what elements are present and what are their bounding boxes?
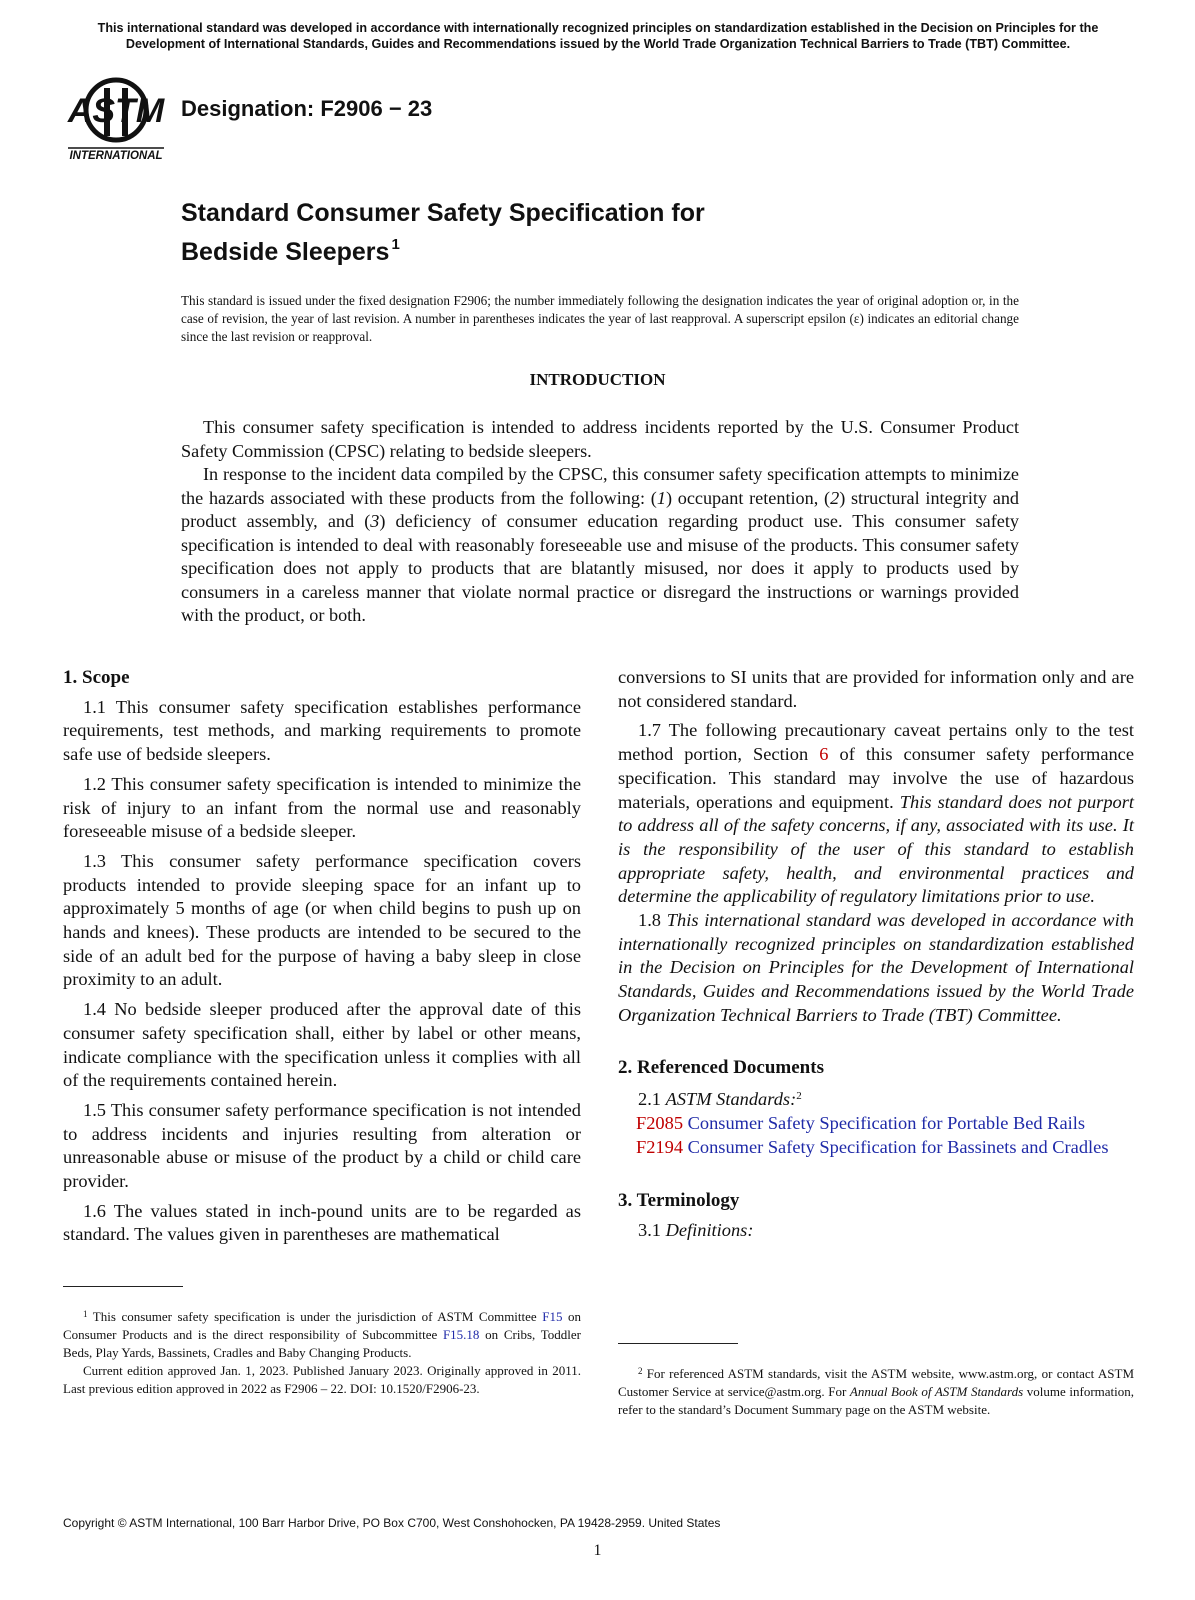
footnote-1-edition: Current edition approved Jan. 1, 2023. Published January 2023. Originally approved in 2011. Last previous edition approved in 2022 as F2906 – 22. DOI: 10.1520/F2906-23. [63,1363,581,1396]
section-1-5: 1.5 This consumer safety performance specification is not intended to address incidents and injuries resulting from alteration or unreasonable abuse or misuse of the product by a child or child care provider. [63,1099,581,1192]
section-1-7: 1.7 The following precautionary caveat pertains only to the test method portion, Section 6 of this consumer safety performance specification. This standard may involve the use of hazardous materials, operations and equipment. This standard does not purport to address all of the safety concerns, if any, associated with its use. It is the responsibility of the user of this standard to establish appropriate safety, health, and environmental practices and determine the applicability of regulatory limitations prior to use. [618,720,1134,907]
introduction-heading: INTRODUCTION [529,370,666,389]
referenced-documents-heading: 2. Referenced Documents [618,1056,824,1078]
left-column [63,666,581,1253]
scope-heading: 1. Scope [63,667,130,688]
section-1-2: 1.2 This consumer safety specification is intended to minimize the risk of injury to an infant from the normal use and reasonably foreseeable misuse of a bedside sleeper. [63,773,581,842]
title-footnote-mark: 1 [391,236,400,253]
footnote-rule-right [618,1343,738,1344]
title-line-2: Bedside Sleepers $^1$ [181,236,400,266]
issue-note: This standard is issued under the fixed designation F2906; the number immediately following the designation indicates the year of original adoption or, in the case of revision, the year of last revision. A number in parentheses indicates the year of last reapproval. A superscript epsilon (ε) indicates an editorial change since the last revision or reapproval. [181,293,1019,344]
logo-subtext: INTERNATIONAL [69,150,163,162]
document-title [181,197,705,268]
section-1-4: 1.4 No bedside sleeper produced after the approval date of this consumer safety specification shall, either by label or other means, indicate compliance with the specification unless it complies with all of the requirements contained herein. [63,999,581,1091]
introduction-body [181,416,1019,628]
reference-f2194[interactable]: F2194 Consumer Safety Specification for Bassinets and Cradles [636,1136,1109,1157]
reference-f2085[interactable]: F2085 Consumer Safety Specification for Portable Bed Rails [636,1112,1085,1133]
footnote-2 [618,1362,1134,1419]
committee-f15-link[interactable]: F15 [542,1309,563,1324]
footnote-2-text: $^2$ For referenced ASTM standards, visit the ASTM website, www.astm.org, or contact ASTM Customer Service at service@astm.org. For Annual Book of ASTM Standards volume information, refer to the standard’s Document Summary page on the ASTM website. [618,1366,1135,1417]
astm-logo [64,70,168,166]
top-notice: This international standard was developed in accordance with internationally recognized principles on standardization established in the Decision on Principles for the Development of International Standards, Guides and Recommendations issued by the World Trade Organization Technical Barriers to Trade (TBT) Committee. [97,21,1099,51]
title-line-1: Standard Consumer Safety Specification for [181,199,705,227]
section-2-1: 2.1 ASTM Standards:$^2$ [638,1089,802,1110]
section-3-1: 3.1 Definitions: [638,1220,754,1241]
terminology-heading: 3. Terminology [618,1190,740,1212]
section-1-1: 1.1 This consumer safety specification establishes performance requirements, test methods, and marking requirements to promote safe use of bedside sleepers. [63,696,581,765]
footnote-1-text: $^1$ This consumer safety specification is under the jurisdiction of ASTM Committee F15 on Consumer Products and is the direct responsibility of Subcommittee F15.18 on Cribs, Toddler Beds, Play Yards, Bassinets, Cradles and Baby Changing Products. [63,1309,581,1360]
section-6-link[interactable]: 6 [819,744,829,765]
page-number: 1 [593,1542,602,1559]
footnote-2-mark: 2 [796,1090,802,1103]
section-1-8: 1.8 This international standard was developed in accordance with internationally recognized principles on standardization established in the Decision on Principles for the Development of International Standards, Guides and Recommendations issued by the World Trade Organization Technical Barriers to Trade (TBT) Committee. [618,910,1134,1025]
designation: Designation: F2906 − 23 [181,96,433,121]
footnote-1 [63,1305,581,1398]
copyright-notice: Copyright © ASTM International, 100 Barr Harbor Drive, PO Box C700, West Conshohocken, PA 19428-2959. United States [63,1516,721,1530]
section-1-6-continued: conversions to SI units that are provided for information only and are not considered standard. [618,667,1134,711]
right-column [618,666,1134,1243]
subcommittee-f15-18-link[interactable]: F15.18 [442,1327,480,1342]
intro-paragraph-2: In response to the incident data compiled by the CPSC, this consumer safety specification attempts to minimize the hazards associated with these products from the following: (1) occupant retention, (2) structural integrity and product assembly, and (3) deficiency of consumer education regarding product use. This consumer safety specification is intended to deal with reasonably foreseeable use and misuse of the products. This consumer safety specification does not apply to products that are blatantly misused, nor does it apply to products used by consumers in a careless manner that violate normal practice or disregard the instructions or warnings provided with the product, or both. [181,464,1020,625]
section-1-3: 1.3 This consumer safety performance specification covers products intended to provide sleeping space for an infant up to approximately 5 months of age (or when child begins to push up on hands and knees). These products are intended to be secured to the side of an adult bed for the purpose of having a baby sleep in close proximity to an adult. [63,850,581,990]
section-1-6: 1.6 The values stated in inch-pound units are to be regarded as standard. The values given in parentheses are mathematical [63,1200,581,1245]
footnote-rule-left [63,1286,183,1287]
intro-paragraph-1: This consumer safety specification is intended to address incidents reported by the U.S. Consumer Product Safety Commission (CPSC) relating to bedside sleepers. [181,417,1019,461]
logo-text: ASTM [67,92,165,130]
